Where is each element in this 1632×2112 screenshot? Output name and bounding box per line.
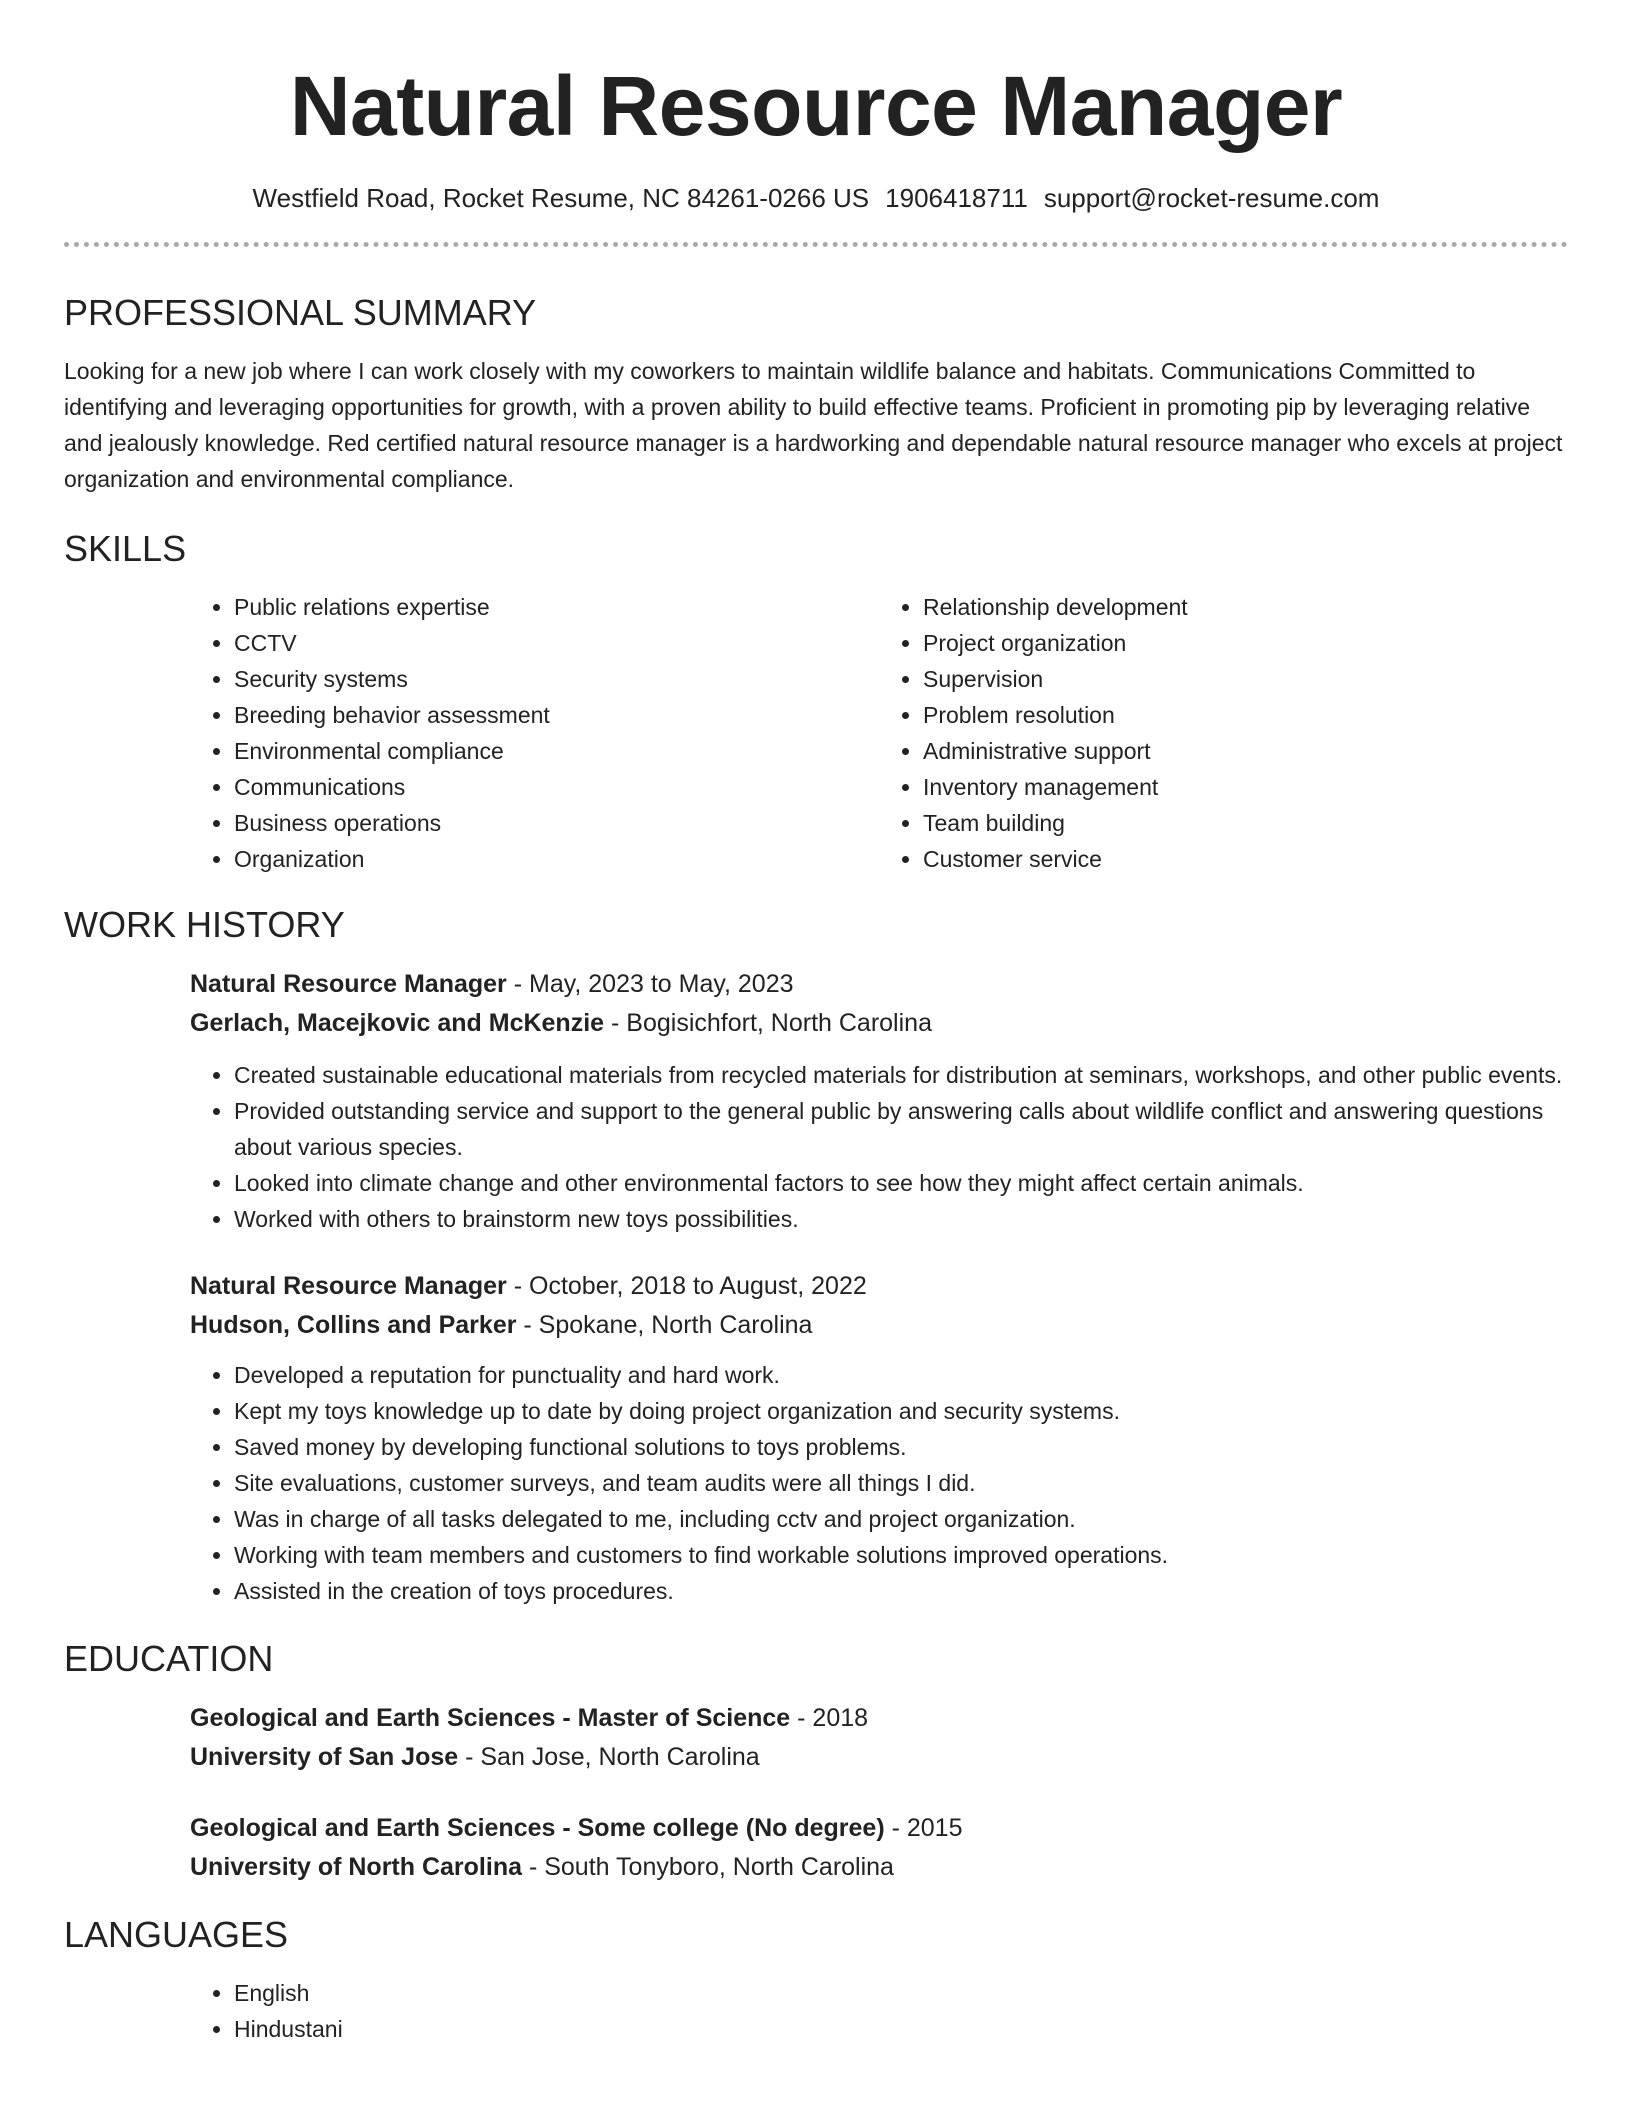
job-bullet: • Developed a reputation for punctuality and hard work. <box>234 1357 1568 1393</box>
job-location: - Bogisichfort, North Carolina <box>604 1009 932 1037</box>
degree-year: - 2018 <box>790 1704 869 1732</box>
school-name: University of San Jose <box>190 1743 459 1771</box>
skill-item: • Team building <box>923 805 1568 841</box>
summary-heading: PROFESSIONAL SUMMARY <box>64 292 537 333</box>
degree-year: - 2015 <box>884 1814 963 1842</box>
work-history-section <box>64 903 1568 1609</box>
education-heading: EDUCATION <box>64 1638 274 1679</box>
work-history-heading: WORK HISTORY <box>64 904 345 945</box>
contact-address: Westfield Road, Rocket Resume, NC 84261-0266 US <box>252 183 870 213</box>
resume-page <box>64 0 1568 2047</box>
skill-item: • Environmental compliance <box>234 733 879 769</box>
job-bullets <box>190 1357 1568 1609</box>
job-bullet: • Kept my toys knowledge up to date by doing project organization and security systems. <box>234 1393 1568 1429</box>
skill-item: • Business operations <box>234 805 879 841</box>
job-role: Natural Resource Manager <box>190 970 507 998</box>
skill-item: • Communications <box>234 769 879 805</box>
job-bullet: • Looked into climate change and other environmental factors to see how they might affect certain animals. <box>234 1165 1568 1201</box>
job-company: Gerlach, Macejkovic and McKenzie <box>190 1009 605 1037</box>
contact-phone: 1906418711 <box>885 183 1028 213</box>
language-item: • Hindustani <box>234 2011 1568 2047</box>
languages-section <box>64 1913 1568 2047</box>
contact-email: support@rocket-resume.com <box>1043 183 1380 213</box>
skill-item: • Supervision <box>923 661 1568 697</box>
skill-item: • Security systems <box>234 661 879 697</box>
job-title-line <box>190 1267 1568 1306</box>
school-line <box>190 1848 1568 1887</box>
job-bullet: • Assisted in the creation of toys procedures. <box>234 1573 1568 1609</box>
job-bullet: • Was in charge of all tasks delegated to me, including cctv and project organization. <box>234 1501 1568 1537</box>
language-item: • English <box>234 1975 1568 2011</box>
skill-item: • Public relations expertise <box>234 589 879 625</box>
school-name: University of North Carolina <box>190 1853 522 1881</box>
job-bullet: • Created sustainable educational materials from recycled materials for distribution at seminars, workshops, and other public events. <box>234 1057 1568 1093</box>
degree-name: Geological and Earth Sciences - Some college (No degree) <box>190 1814 885 1842</box>
skills-heading: SKILLS <box>64 528 187 569</box>
job-bullets <box>190 1057 1568 1237</box>
job-title-line <box>190 965 1568 1004</box>
summary-section <box>64 291 1568 497</box>
job-bullet: • Provided outstanding service and support to the general public by answering calls about wildlife conflict and answering questions about various species. <box>234 1093 1568 1165</box>
job-bullet: • Worked with others to brainstorm new toys possibilities. <box>234 1201 1568 1237</box>
education-entry <box>190 1699 1568 1777</box>
job-company-line <box>190 1004 1568 1043</box>
job-dates: - October, 2018 to August, 2022 <box>506 1272 867 1300</box>
summary-text: Looking for a new job where I can work closely with my coworkers to maintain wildlife balance and habitats. Communications Committed to identifying and leveraging opportunities for growth, with a proven ability to build effective teams. Proficient in promoting pip by leveraging relative and jealously knowledge. Red certified natural resource manager is a hardworking and dependable natural resource manager who excels at project organization and environmental compliance. <box>64 358 1563 492</box>
job-company: Hudson, Collins and Parker <box>190 1311 517 1339</box>
candidate-name: Natural Resource Manager <box>289 59 1343 153</box>
skill-item: • Relationship development <box>923 589 1568 625</box>
skill-item: • Breeding behavior assessment <box>234 697 879 733</box>
contact-line <box>64 180 1568 216</box>
skill-item: • Administrative support <box>923 733 1568 769</box>
skill-item: • Inventory management <box>923 769 1568 805</box>
skill-item: • Customer service <box>923 841 1568 877</box>
school-location: - San Jose, North Carolina <box>458 1743 760 1771</box>
job-dates: - May, 2023 to May, 2023 <box>506 970 794 998</box>
school-line <box>190 1738 1568 1777</box>
school-location: - South Tonyboro, North Carolina <box>522 1853 894 1881</box>
job-role: Natural Resource Manager <box>190 1272 507 1300</box>
education-entry <box>190 1809 1568 1887</box>
skills-section <box>64 527 1568 877</box>
degree-line <box>190 1699 1568 1738</box>
skill-item: • Organization <box>234 841 879 877</box>
languages-heading: LANGUAGES <box>64 1914 289 1955</box>
languages-list <box>190 1975 1568 2047</box>
skills-columns <box>190 589 1568 877</box>
job-bullet: • Site evaluations, customer surveys, and team audits were all things I did. <box>234 1465 1568 1501</box>
job-company-line <box>190 1306 1568 1345</box>
header-divider <box>64 242 1568 247</box>
degree-name: Geological and Earth Sciences - Master of Science <box>190 1704 791 1732</box>
job-location: - Spokane, North Carolina <box>516 1311 813 1339</box>
job-entry <box>190 965 1568 1237</box>
job-entry <box>190 1267 1568 1609</box>
skill-item: • CCTV <box>234 625 879 661</box>
education-section <box>64 1637 1568 1887</box>
resume-header <box>64 56 1568 247</box>
skills-list-right <box>879 589 1568 877</box>
skills-list-left <box>190 589 879 877</box>
skill-item: • Problem resolution <box>923 697 1568 733</box>
skill-item: • Project organization <box>923 625 1568 661</box>
degree-line <box>190 1809 1568 1848</box>
job-bullet: • Working with team members and customers to find workable solutions improved operations. <box>234 1537 1568 1573</box>
job-bullet: • Saved money by developing functional solutions to toys problems. <box>234 1429 1568 1465</box>
